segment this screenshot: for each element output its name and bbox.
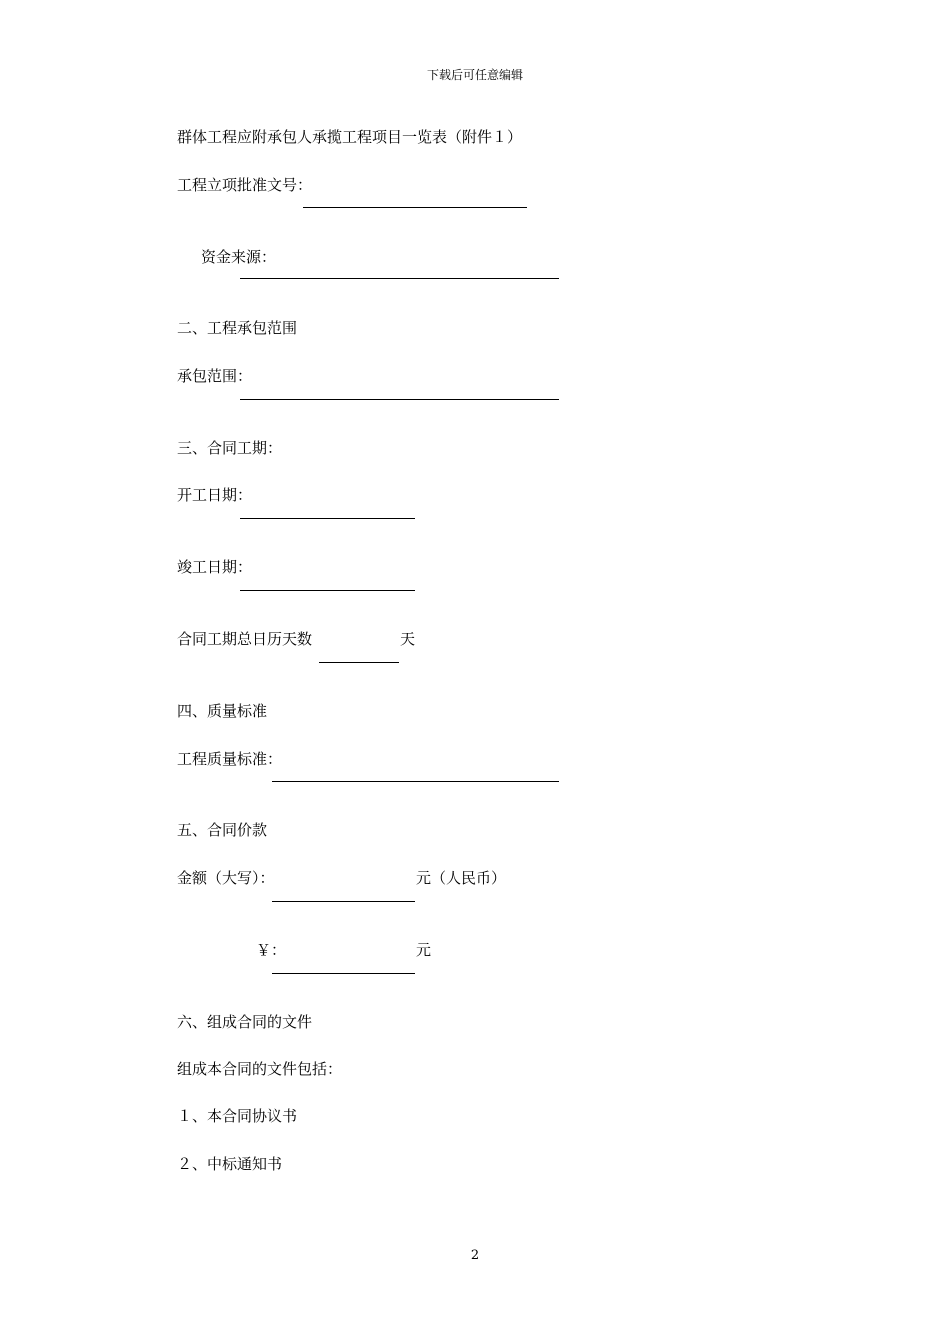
start-date-blank	[240, 518, 415, 519]
table-title: 群体工程应附承包人承揽工程项目一览表（附件１）	[177, 128, 523, 146]
scope-label: 承包范围：	[177, 367, 253, 385]
section-6-heading: 六、组成合同的文件	[177, 1013, 313, 1031]
completion-date-blank	[240, 590, 415, 591]
fund-source-label: 资金来源：	[201, 248, 277, 266]
total-days-label: 合同工期总日历天数	[177, 630, 313, 648]
section-5-heading: 五、合同价款	[177, 821, 268, 839]
page-number: 2	[470, 1248, 480, 1263]
quality-standard-label: 工程质量标准：	[177, 750, 283, 768]
quality-standard-blank	[272, 781, 559, 782]
section-2-heading: 二、工程承包范围	[177, 319, 298, 337]
amount-figures-label: ￥：	[256, 941, 287, 959]
section-3-heading: 三、合同工期：	[177, 439, 283, 457]
amount-figures-blank	[272, 973, 415, 974]
amount-words-label: 金额（大写）：	[177, 869, 275, 887]
start-date-label: 开工日期：	[177, 486, 253, 504]
approval-number-blank	[303, 207, 527, 208]
amount-words-blank	[272, 901, 415, 902]
documents-intro: 组成本合同的文件包括：	[177, 1060, 343, 1078]
document-list-item: ２、中标通知书	[177, 1155, 283, 1173]
amount-words-unit: 元（人民币）	[416, 869, 507, 887]
completion-date-label: 竣工日期：	[177, 558, 253, 576]
total-days-blank	[319, 662, 399, 663]
total-days-unit: 天	[400, 630, 416, 648]
header-note: 下载后可任意编辑	[426, 68, 523, 82]
scope-blank	[240, 399, 559, 400]
amount-figures-unit: 元	[416, 941, 432, 959]
fund-source-blank	[240, 278, 559, 279]
document-list-item: １、本合同协议书	[177, 1107, 298, 1125]
approval-number-label: 工程立项批准文号：	[177, 176, 313, 194]
section-4-heading: 四、质量标准	[177, 702, 268, 720]
